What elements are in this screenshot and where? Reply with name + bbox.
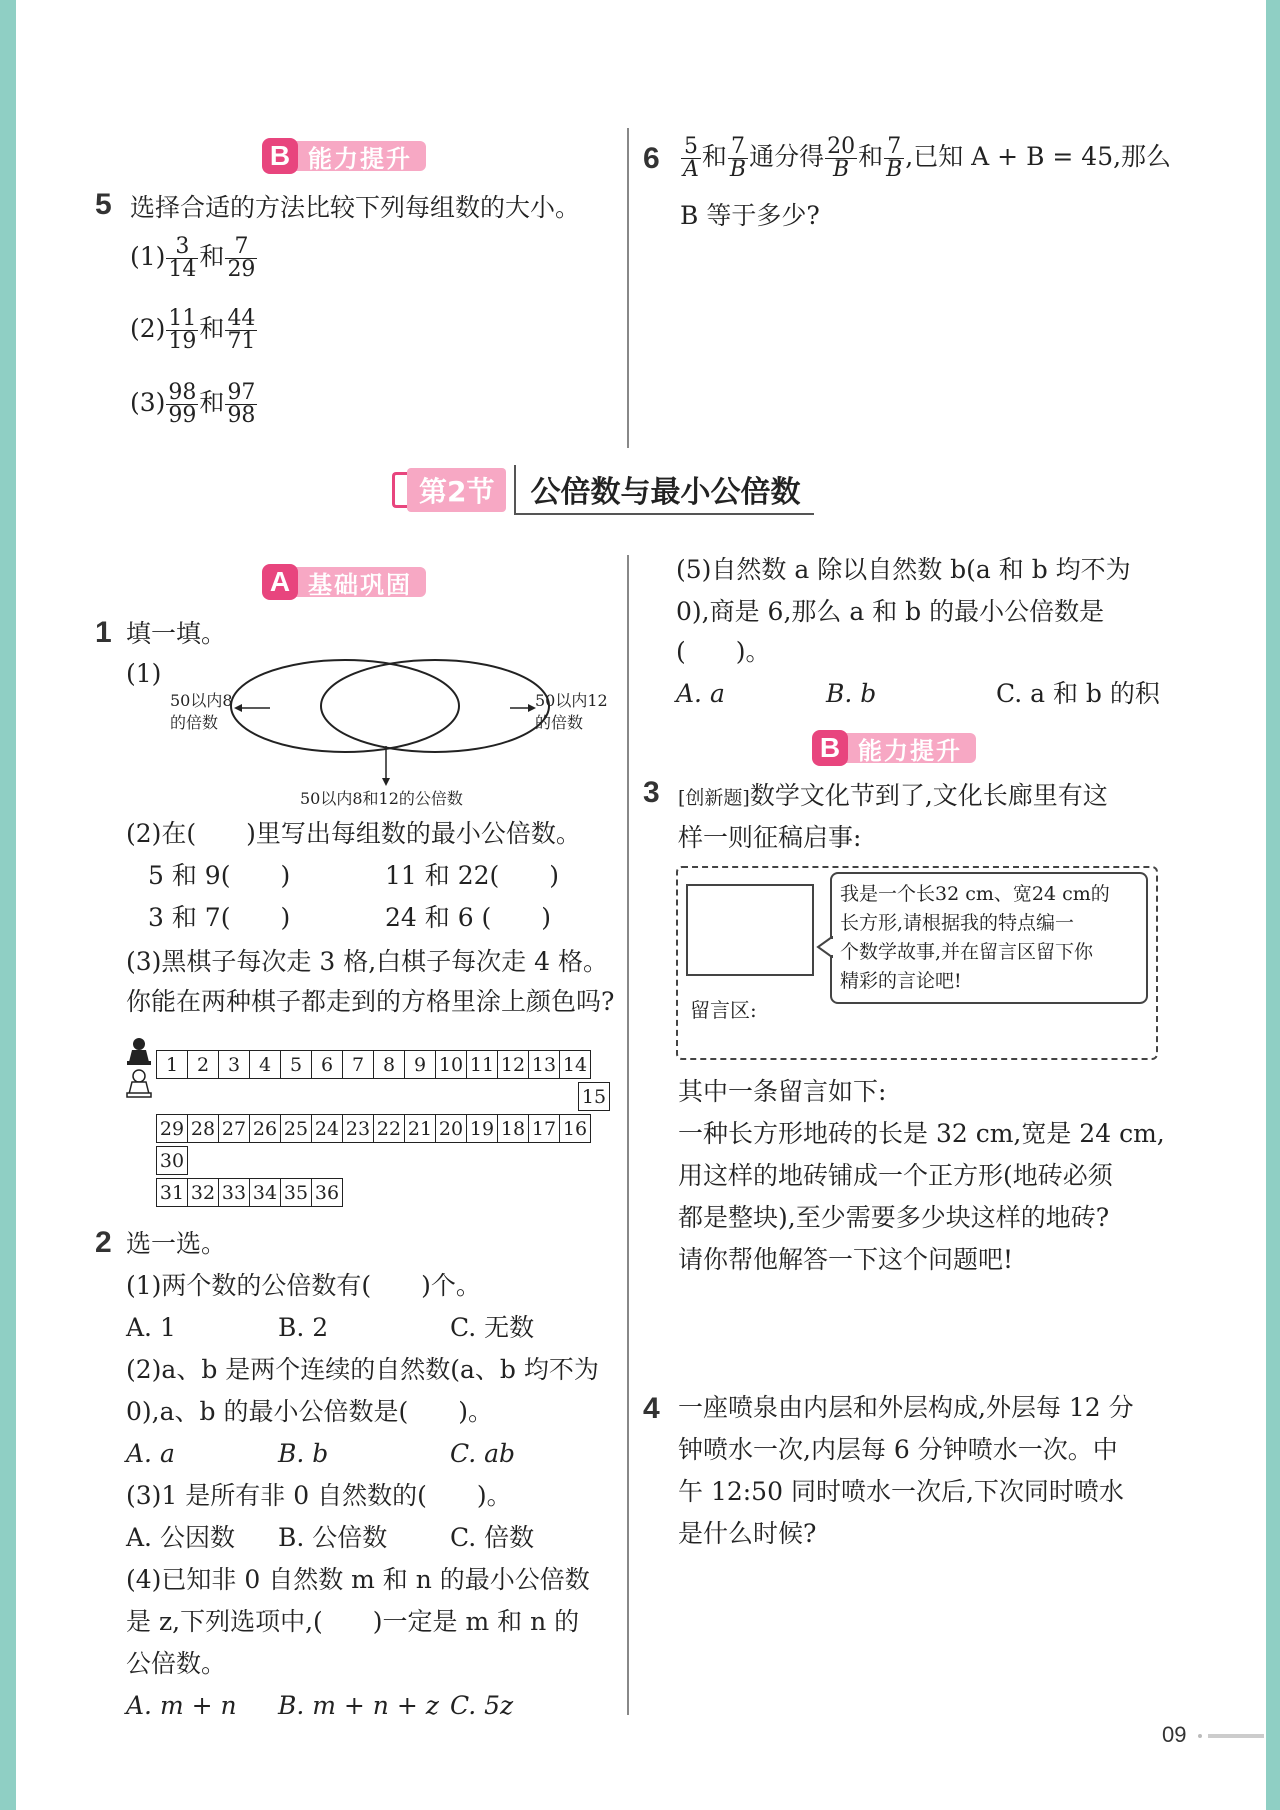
grid-cell: 13 xyxy=(529,1051,560,1079)
q2-title: 选一选。 xyxy=(126,1229,227,1258)
venn-left-label: 50以内8 的倍数 xyxy=(170,691,233,732)
grid-cell: 24 xyxy=(312,1115,343,1143)
page-dot xyxy=(1198,1734,1202,1738)
basic-badge xyxy=(262,564,426,600)
chess-grid-row3 xyxy=(156,1114,591,1143)
chess-grid-15 xyxy=(578,1082,610,1111)
question-number-3: 3 xyxy=(643,776,660,809)
page-number: 09 xyxy=(1162,1722,1187,1747)
q2-sub4-opt-a: A. m + n xyxy=(126,1691,237,1720)
grid-cell: 23 xyxy=(343,1115,374,1143)
q2-sub3: (3)1 是所有非 0 自然数的( )。 xyxy=(126,1481,512,1510)
q4-line-1: 钟喷水一次,内层每 6 分钟喷水一次。中 xyxy=(678,1435,1118,1464)
q2-sub2-opt-a: A. a xyxy=(126,1439,175,1468)
grid-cell: 34 xyxy=(250,1179,281,1207)
fraction: $\frac{3}{14}$ xyxy=(168,234,197,282)
section-bracket xyxy=(392,472,407,508)
q2-sub2-opt-c: C. ab xyxy=(450,1439,516,1468)
q5-item-3: (3) $\frac{98}{99}$ 和 $\frac{97}{98}$ xyxy=(130,380,256,428)
grid-cell: 25 xyxy=(281,1115,312,1143)
grid-cell: 19 xyxy=(467,1115,498,1143)
q2-sub4-opt-c: C. 5z xyxy=(450,1691,514,1720)
badge-cap: B xyxy=(812,730,848,766)
fraction: $\frac{11}{19}$ xyxy=(168,306,197,354)
fraction: $\frac{98}{99}$ xyxy=(168,380,197,428)
grid-cell: 2 xyxy=(188,1051,219,1079)
speech-bubble: 我是一个长32 cm、宽24 cm的 长方形,请根据我的特点编一 个数学故事,并在留言区留下你 精彩的言论吧! xyxy=(830,872,1148,1004)
q2-sub5-opt-a: A. a xyxy=(676,679,725,708)
venn-left-ellipse xyxy=(231,660,459,752)
grid-cell: 15 xyxy=(579,1083,610,1111)
grid-cell: 20 xyxy=(436,1115,467,1143)
q2-sub4-a: (4)已知非 0 自然数 m 和 n 的最小公倍数 xyxy=(126,1565,590,1594)
page-edge-left xyxy=(0,0,16,1810)
grid-cell: 21 xyxy=(405,1115,436,1143)
q4-line-0: 一座喷泉由内层和外层构成,外层每 12 分 xyxy=(678,1393,1134,1422)
section-number: 第2节 xyxy=(407,468,506,512)
q2-sub1: (1)两个数的公倍数有( )个。 xyxy=(126,1271,481,1300)
section-title: 公倍数与最小公倍数 xyxy=(514,465,814,515)
arrow-left-head xyxy=(234,704,242,712)
grid-cell: 9 xyxy=(405,1051,436,1079)
fraction: $\frac{7}{29}$ xyxy=(227,234,256,282)
question-number-1: 1 xyxy=(95,616,112,649)
grid-cell: 3 xyxy=(219,1051,250,1079)
grid-cell: 27 xyxy=(219,1115,250,1143)
grid-cell: 29 xyxy=(157,1115,188,1143)
grid-cell: 4 xyxy=(250,1051,281,1079)
q3-after-4: 请你帮他解答一下这个问题吧! xyxy=(678,1245,1014,1274)
q2-sub2-b: 0),a、b 的最小公倍数是( )。 xyxy=(126,1397,493,1426)
q1-part3-b: 你能在两种棋子都走到的方格里涂上颜色吗? xyxy=(126,987,615,1016)
q3-line1: [创新题]数学文化节到了,文化长廊里有这 xyxy=(678,781,1108,810)
column-divider-top xyxy=(627,128,629,448)
q5-text: 选择合适的方法比较下列每组数的大小。 xyxy=(130,193,581,222)
ability-badge-right xyxy=(812,730,976,766)
q2-sub4-c: 公倍数。 xyxy=(126,1649,227,1678)
grid-cell: 22 xyxy=(374,1115,405,1143)
q2-sub2-opt-b: B. b xyxy=(278,1439,329,1468)
message-area-label: 留言区: xyxy=(690,998,757,1022)
question-number-2: 2 xyxy=(95,1226,112,1259)
grid-cell: 31 xyxy=(157,1179,188,1207)
q3-line2: 样一则征稿启事: xyxy=(678,823,862,852)
q2-sub5-opt-c: C. a 和 b 的积 xyxy=(996,679,1160,708)
grid-cell: 35 xyxy=(281,1179,312,1207)
q3-after-3: 都是整块),至少需要多少块这样的地砖? xyxy=(678,1203,1110,1232)
q2-sub3-opt-b: B. 公倍数 xyxy=(278,1523,388,1552)
q6-line2: B 等于多少? xyxy=(680,201,820,230)
grid-cell: 16 xyxy=(560,1115,591,1143)
q6-line1: $\frac{5}{A}$ 和 $\frac{7}{B}$ 通分得 $\frac{20}{B}$ 和 $\frac{7}{B}$ ,已知 A + B = 45,那么 xyxy=(683,134,1172,182)
section-header xyxy=(392,470,814,510)
q2-sub4-opt-b: B. m + n + z xyxy=(278,1691,439,1720)
q2-sub5-b: 0),商是 6,那么 a 和 b 的最小公倍数是 xyxy=(676,597,1105,626)
q1-pair-1: 5 和 9( ) xyxy=(148,861,291,890)
grid-cell: 6 xyxy=(312,1051,343,1079)
q2-sub1-opt-c: C. 无数 xyxy=(450,1313,535,1342)
grid-cell: 36 xyxy=(312,1179,343,1207)
q2-sub5-c: ( )。 xyxy=(676,637,771,666)
q1-part3-a: (3)黑棋子每次走 3 格,白棋子每次走 4 格。 xyxy=(126,947,608,976)
grid-cell: 26 xyxy=(250,1115,281,1143)
venn-right-ellipse xyxy=(321,660,549,752)
q3-after-1: 一种长方形地砖的长是 32 cm,宽是 24 cm, xyxy=(678,1119,1165,1148)
page-rule xyxy=(1208,1734,1264,1738)
q4-line-2: 午 12:50 同时喷水一次后,下次同时喷水 xyxy=(678,1477,1124,1506)
q5-item-1: (1) $\frac{3}{14}$ 和 $\frac{7}{29}$ xyxy=(130,234,256,282)
black-chess-piece-icon xyxy=(124,1036,154,1066)
q2-sub3-opt-c: C. 倍数 xyxy=(450,1523,535,1552)
chess-grid-row1 xyxy=(156,1050,591,1079)
fraction: $\frac{44}{71}$ xyxy=(227,306,256,354)
q5-item-2: (2) $\frac{11}{19}$ 和 $\frac{44}{71}$ xyxy=(130,306,256,354)
q2-sub2-a: (2)a、b 是两个连续的自然数(a、b 均不为 xyxy=(126,1355,599,1384)
q4-line-3: 是什么时候? xyxy=(678,1519,817,1548)
item-label: (1) xyxy=(130,242,166,271)
q1-title: 填一填。 xyxy=(126,619,227,648)
q1-pair-4: 24 和 6 ( ) xyxy=(385,903,552,932)
grid-cell: 32 xyxy=(188,1179,219,1207)
q2-sub5-a: (5)自然数 a 除以自然数 b(a 和 b 均不为 xyxy=(676,555,1131,584)
badge-label: 能力提升 xyxy=(840,733,976,763)
chess-grid-row5 xyxy=(156,1178,343,1207)
badge-label: 基础巩固 xyxy=(290,567,426,597)
question-number-6: 6 xyxy=(643,142,660,175)
badge-label: 能力提升 xyxy=(290,141,426,171)
q1-part2: (2)在( )里写出每组数的最小公倍数。 xyxy=(126,819,581,848)
q2-sub4-b: 是 z,下列选项中,( )一定是 m 和 n 的 xyxy=(126,1607,580,1636)
rectangle-figure xyxy=(686,884,814,976)
chess-grid-30 xyxy=(156,1146,188,1175)
grid-cell: 18 xyxy=(498,1115,529,1143)
grid-cell: 10 xyxy=(436,1051,467,1079)
q2-sub5-opt-b: B. b xyxy=(826,679,877,708)
question-number-5: 5 xyxy=(95,188,112,221)
q1-pair-2: 11 和 22( ) xyxy=(385,861,560,890)
venn-bottom-label: 50以内8和12的公倍数 xyxy=(300,789,463,808)
grid-cell: 14 xyxy=(560,1051,591,1079)
q2-sub1-opt-b: B. 2 xyxy=(278,1313,329,1342)
grid-cell: 11 xyxy=(467,1051,498,1079)
q3-after-2: 用这样的地砖铺成一个正方形(地砖必须 xyxy=(678,1161,1113,1190)
white-chess-piece-icon xyxy=(124,1068,154,1098)
q2-sub3-opt-a: A. 公因数 xyxy=(126,1523,235,1552)
bubble-tail xyxy=(816,936,834,958)
grid-cell: 8 xyxy=(374,1051,405,1079)
fraction: $\frac{97}{98}$ xyxy=(227,380,256,428)
q2-sub1-opt-a: A. 1 xyxy=(126,1313,176,1342)
q1-part1-label: (1) xyxy=(126,659,162,688)
grid-cell: 12 xyxy=(498,1051,529,1079)
badge-cap: A xyxy=(262,564,298,600)
grid-cell: 33 xyxy=(219,1179,250,1207)
grid-cell: 28 xyxy=(188,1115,219,1143)
badge-cap: B xyxy=(262,138,298,174)
q3-after-0: 其中一条留言如下: xyxy=(678,1077,887,1106)
q1-pair-3: 3 和 7( ) xyxy=(148,903,291,932)
grid-cell: 17 xyxy=(529,1115,560,1143)
ability-badge-top xyxy=(262,138,426,174)
page-edge-right xyxy=(1266,0,1280,1810)
arrow-down-head xyxy=(382,778,390,786)
grid-cell: 30 xyxy=(157,1147,188,1175)
item-label: (2) xyxy=(130,314,166,343)
question-number-4: 4 xyxy=(643,1392,660,1425)
grid-cell: 7 xyxy=(343,1051,374,1079)
grid-cell: 5 xyxy=(281,1051,312,1079)
item-label: (3) xyxy=(130,388,166,417)
grid-cell: 1 xyxy=(157,1051,188,1079)
innovation-tag: [创新题] xyxy=(678,787,750,809)
venn-right-label: 50以内12 的倍数 xyxy=(535,691,608,732)
